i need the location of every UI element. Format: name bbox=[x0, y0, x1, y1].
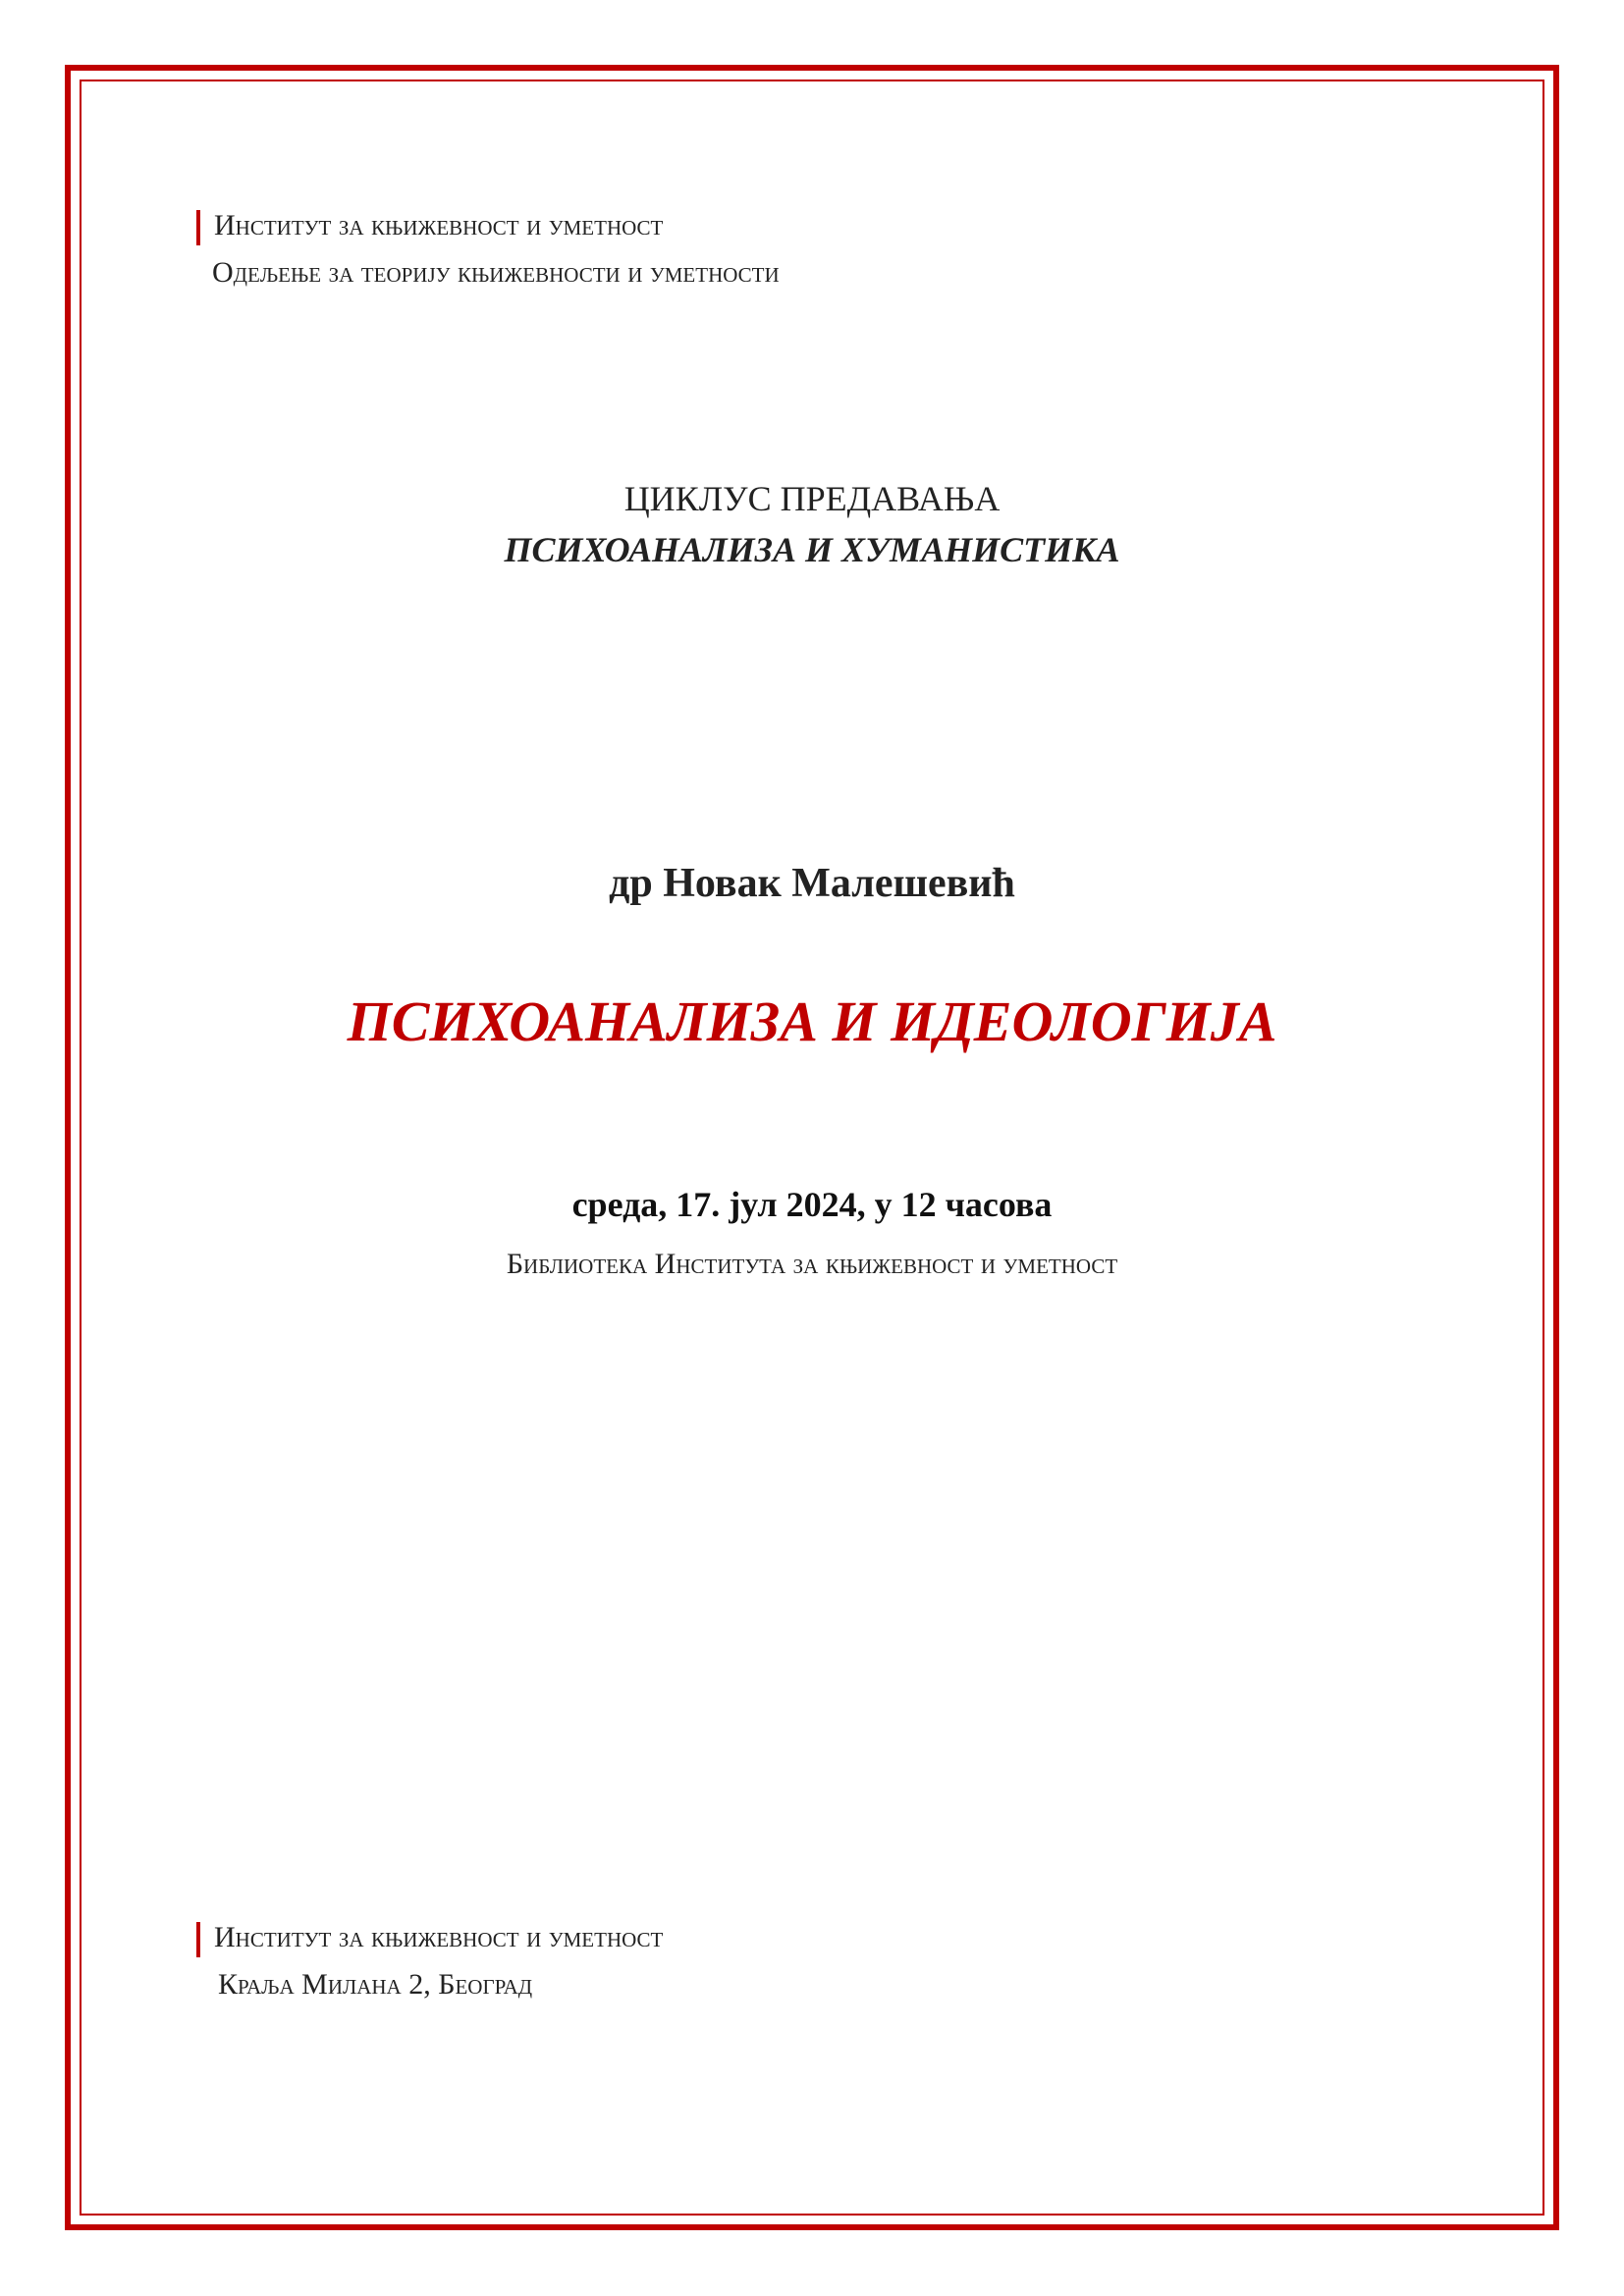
page-border-inner bbox=[80, 80, 1544, 2216]
footer-organization bbox=[196, 1914, 663, 2008]
series-name: ПСИХОАНАЛИЗА И ХУМАНИСТИКА bbox=[504, 530, 1120, 569]
header-institute: Институт за књижевност и уметност bbox=[214, 209, 664, 241]
lecture-datetime: среда, 17. јул 2024, у 12 часова bbox=[571, 1185, 1053, 1224]
accent-bar bbox=[196, 210, 200, 245]
accent-bar bbox=[196, 1922, 200, 1957]
footer-address: Краља Милана 2, Београд bbox=[218, 1968, 533, 2001]
header-institute-line bbox=[196, 202, 780, 249]
footer-institute-line bbox=[196, 1914, 663, 1961]
header-organization bbox=[196, 202, 780, 296]
lecture-venue: Библиотека Института за књижевност и уметност bbox=[506, 1248, 1118, 1280]
speaker-name: др Новак Малешевић bbox=[609, 861, 1015, 906]
header-department-line bbox=[196, 249, 780, 296]
series-label: ЦИКЛУС ПРЕДАВАЊА bbox=[623, 479, 1001, 518]
header-department: Одељење за теорију књижевности и уметности bbox=[212, 256, 780, 289]
lecture-title: ПСИХОАНАЛИЗА И ИДЕОЛОГИЈА bbox=[347, 989, 1277, 1053]
footer-address-line bbox=[196, 1961, 663, 2008]
footer-institute: Институт за књижевност и уметност bbox=[214, 1921, 664, 1953]
